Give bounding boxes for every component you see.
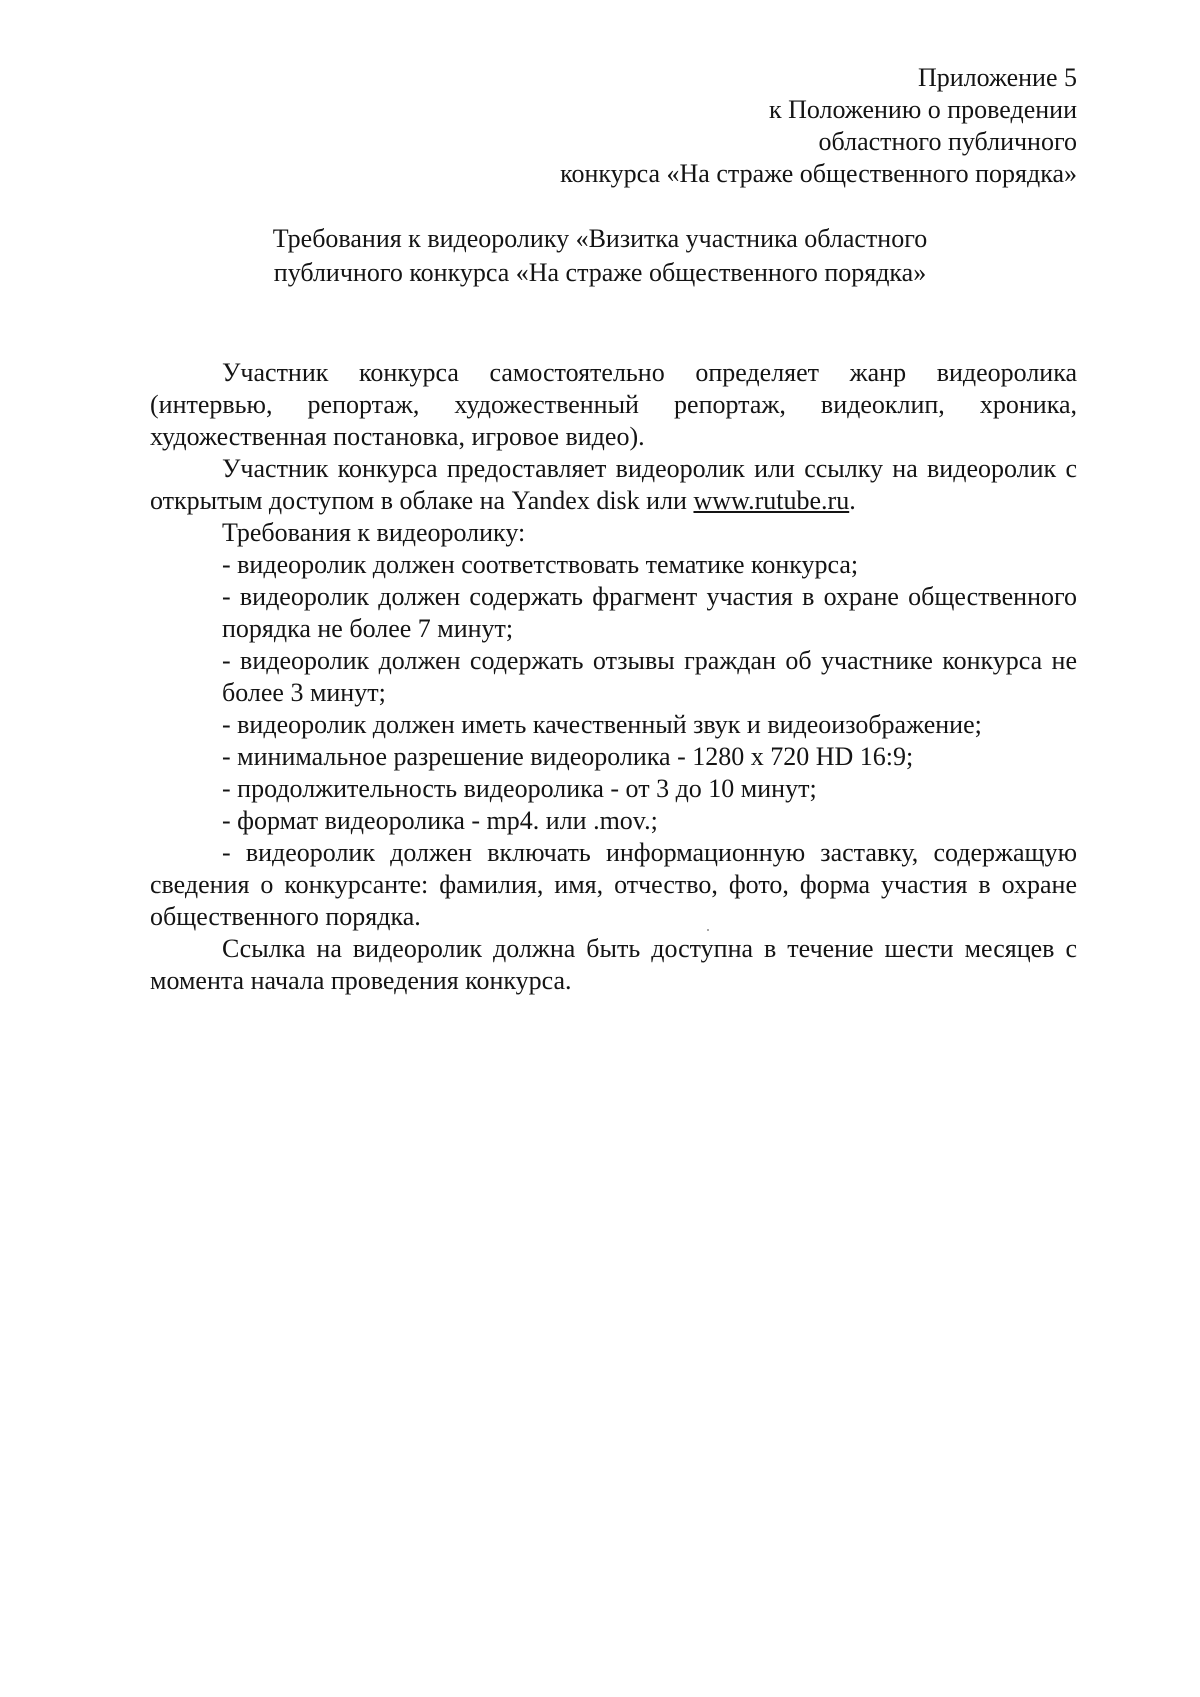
requirement-item: - минимальное разрешение видеоролика - 1280 x 720 HD 16:9;	[222, 742, 914, 771]
submission-period: .	[849, 486, 856, 515]
appendix-number: Приложение 5	[917, 63, 1077, 92]
paragraph-submission	[150, 453, 1077, 517]
rutube-link[interactable]: www.rutube.ru	[693, 486, 850, 515]
requirement-item: - видеоролик должен содержать отзывы граждан об участнике конкурса не более 3 минут;	[222, 646, 1077, 707]
requirements-heading: Требования к видеоролику:	[222, 518, 526, 547]
requirement-item: - формат видеоролика - mp4. или .mov.;	[222, 806, 658, 835]
appendix-reference-line: к Положению о проведении	[768, 95, 1077, 124]
appendix-header	[560, 62, 1077, 190]
paragraph-link-availability: Ссылка на видеоролик должна быть доступна в течение шести месяцев с момента начала проведения конкурса.	[150, 934, 1077, 995]
requirement-item: - видеоролик должен содержать фрагмент участия в охране общественного порядка не более 7 минут;	[222, 582, 1077, 643]
title-line: Требования к видеоролику «Визитка участника областного	[272, 224, 928, 253]
document-body	[150, 357, 1077, 997]
scan-speck	[707, 929, 709, 931]
submission-text: Участник конкурса предоставляет видеоролик или ссылку на видеоролик с открытым доступом в облаке на Yandex disk или	[150, 454, 1077, 515]
requirement-item: - видеоролик должен соответствовать тематике конкурса;	[222, 550, 859, 579]
paragraph-intro-screen: - видеоролик должен включать информационную заставку, содержащую сведения о конкурсанте: фамилия, имя, отчество, фото, форма участия в охране общественного порядка.	[150, 838, 1077, 931]
appendix-reference-line: конкурса «На страже общественного порядка»	[560, 159, 1077, 188]
requirement-item: - видеоролик должен иметь качественный звук и видеоизображение;	[222, 710, 982, 739]
appendix-reference-line: областного публичного	[818, 127, 1077, 156]
document-title	[0, 222, 1200, 290]
requirement-item: - продолжительность видеоролика - от 3 до 10 минут;	[222, 774, 817, 803]
title-line: публичного конкурса «На страже общественного порядка»	[273, 258, 927, 287]
paragraph-genre: Участник конкурса самостоятельно определяет жанр видеоролика (интервью, репортаж, художественный репортаж, видеоклип, хроника, художественная постановка, игровое видео).	[150, 358, 1077, 451]
